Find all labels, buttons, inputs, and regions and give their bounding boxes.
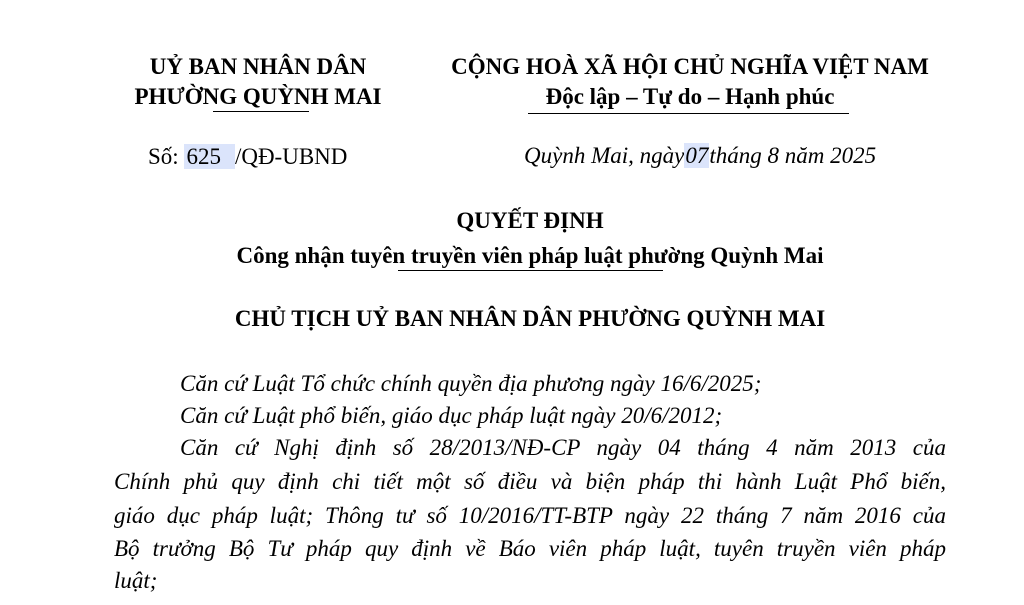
- date-day: 07: [685, 143, 709, 168]
- basis-line: giáo dục pháp luật; Thông tư số 10/2016/TT-BTP ngày 22 tháng 7 năm 2016 của: [114, 503, 946, 528]
- basis-line: Bộ trưởng Bộ Tư pháp quy định về Báo viên pháp luật, tuyên truyền viên pháp: [114, 536, 946, 561]
- reference-number-line: [148, 142, 347, 172]
- issuing-authority: CHỦ TỊCH UỶ BAN NHÂN DÂN PHƯỜNG QUỲNH MAI: [234, 306, 826, 331]
- motto-underline: [528, 113, 849, 114]
- basis-line: Chính phủ quy định chi tiết một số điều và biện pháp thi hành Luật Phổ biến,: [114, 469, 946, 494]
- document-subject: Công nhận tuyên truyền viên pháp luật phường Quỳnh Mai: [236, 243, 824, 268]
- issuing-organization: [100, 52, 416, 112]
- nation-name: CỘNG HOÀ XÃ HỘI CHỦ NGHĨA VIỆT NAM: [451, 54, 929, 79]
- basis-line: luật;: [114, 568, 158, 593]
- basis-line: Căn cứ Luật Tổ chức chính quyền địa phương ngày 16/6/2025;: [180, 371, 762, 396]
- org-divider: [213, 111, 309, 112]
- basis-line: Căn cứ Nghị định số 28/2013/NĐ-CP ngày 04 tháng 4 năm 2013 của: [180, 435, 946, 460]
- reference-suffix: /QĐ-UBND: [234, 144, 348, 169]
- subject-underline: [398, 270, 663, 271]
- national-title: [420, 52, 960, 112]
- date-suffix: tháng 8 năm 2025: [709, 143, 877, 168]
- date-prefix: Quỳnh Mai, ngày: [524, 143, 685, 168]
- place-date-line: [524, 141, 876, 171]
- reference-prefix: Số:: [148, 144, 179, 169]
- national-motto: Độc lập – Tự do – Hạnh phúc: [545, 84, 835, 109]
- org-name-line1: UỶ BAN NHÂN DÂN: [149, 54, 367, 79]
- document-type: QUYẾT ĐỊNH: [456, 208, 604, 233]
- org-name-line2: PHƯỜNG QUỲNH MAI: [134, 84, 382, 109]
- reference-number: 625: [184, 144, 235, 169]
- basis-line: Căn cứ Luật phổ biến, giáo dục pháp luật ngày 20/6/2012;: [180, 403, 723, 428]
